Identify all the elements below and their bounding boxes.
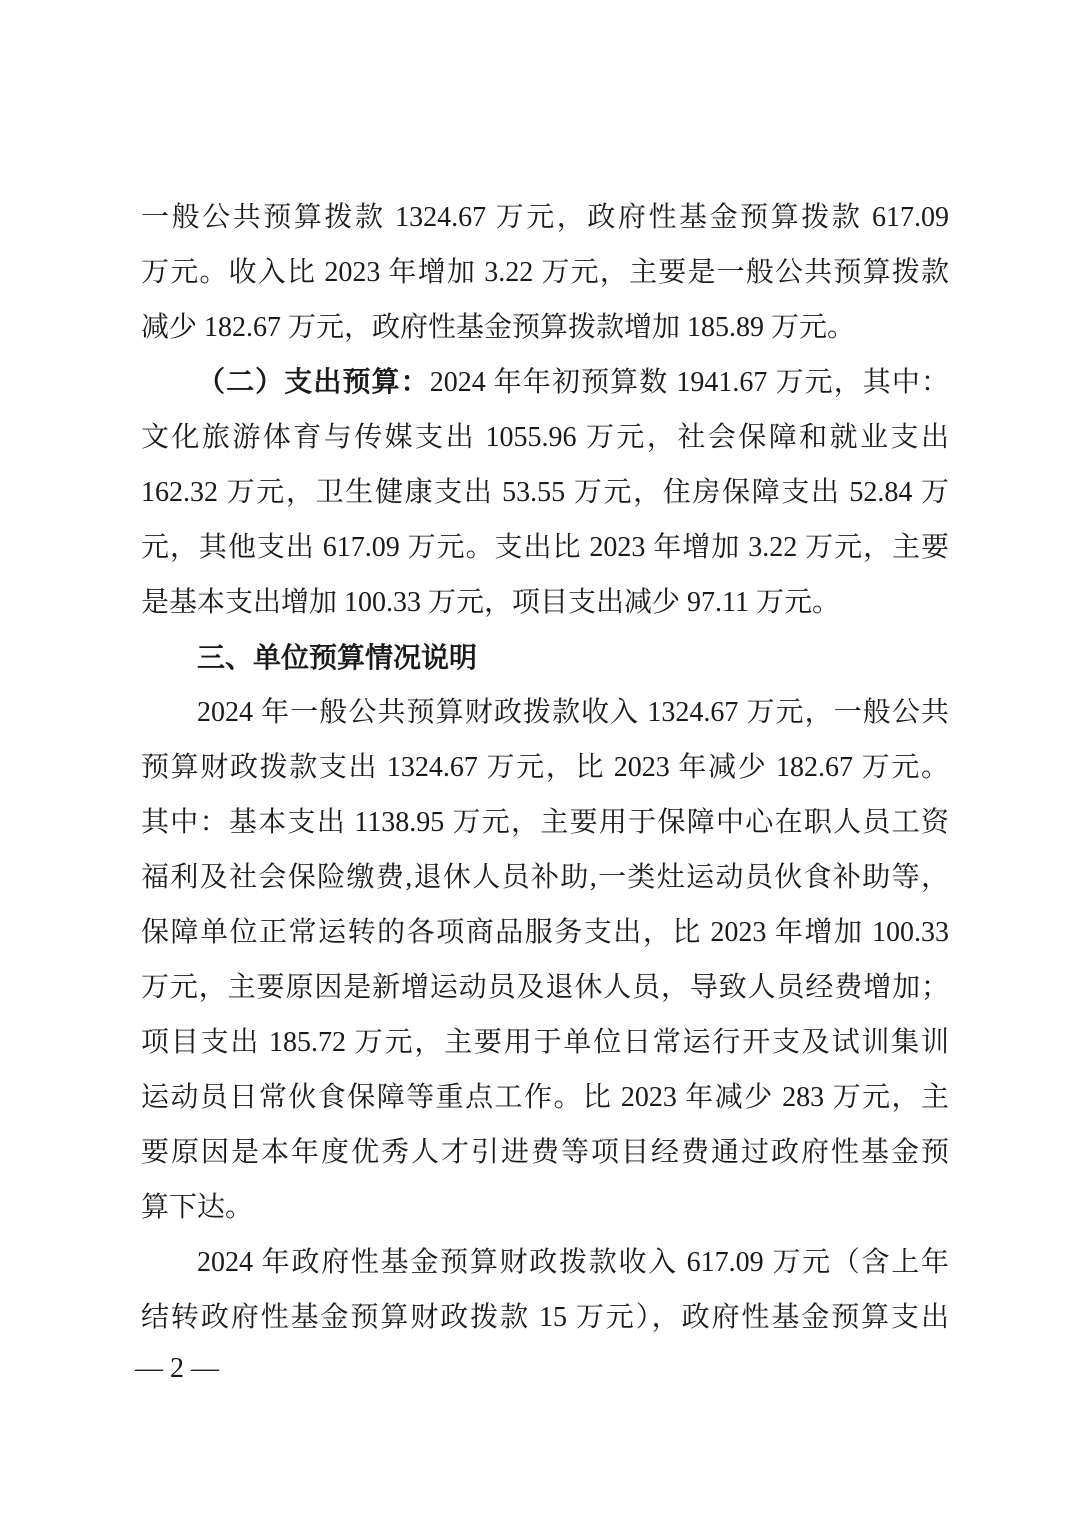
text-line: 减少 182.67 万元，政府性基金预算拨款增加 185.89 万元。	[141, 312, 856, 343]
text-line: 2024 年政府性基金预算财政拨款收入 617.09 万元（含上年	[197, 1247, 949, 1278]
text-line: 保障单位正常运转的各项商品服务支出，比 2023 年增加 100.33	[141, 917, 949, 948]
document-body	[141, 190, 949, 1345]
text-line: 是基本支出增加 100.33 万元，项目支出减少 97.11 万元。	[141, 587, 840, 618]
text-line: 结转政府性基金预算财政拨款 15 万元），政府性基金预算支出	[141, 1302, 949, 1333]
text-line: 文化旅游体育与传媒支出 1055.96 万元，社会保障和就业支出	[141, 422, 949, 453]
text-line: 162.32 万元，卫生健康支出 53.55 万元，住房保障支出 52.84 万	[141, 477, 949, 508]
paragraph-lead: （二）支出预算：	[197, 367, 430, 398]
paragraph	[141, 190, 949, 355]
text-line: 一般公共预算拨款 1324.67 万元，政府性基金预算拨款 617.09	[141, 202, 949, 233]
text-line: 福利及社会保险缴费,退休人员补助,一类灶运动员伙食补助等，	[141, 862, 949, 893]
paragraph	[141, 685, 949, 1235]
text-line: 万元。收入比 2023 年增加 3.22 万元，主要是一般公共预算拨款	[141, 257, 949, 288]
paragraph	[141, 355, 949, 630]
text-line: 算下达。	[141, 1192, 254, 1223]
text-line: 其中：基本支出 1138.95 万元，主要用于保障中心在职人员工资	[141, 807, 949, 838]
text-line: 预算财政拨款支出 1324.67 万元，比 2023 年减少 182.67 万元。	[141, 752, 949, 783]
text-line: 元，其他支出 617.09 万元。支出比 2023 年增加 3.22 万元，主要	[141, 532, 949, 563]
text-line: （二）支出预算：2024 年年初预算数 1941.67 万元，其中：	[197, 367, 949, 398]
page-footer	[135, 1353, 219, 1385]
text-line: 万元，主要原因是新增运动员及退休人员，导致人员经费增加；	[141, 972, 949, 1003]
text-line: 2024 年一般公共预算财政拨款收入 1324.67 万元，一般公共	[197, 697, 949, 728]
text-line: 项目支出 185.72 万元，主要用于单位日常运行开支及试训集训	[141, 1027, 949, 1058]
section-heading	[141, 630, 949, 685]
text-line: 要原因是本年度优秀人才引进费等项目经费通过政府性基金预	[141, 1137, 949, 1168]
text-line: 运动员日常伙食保障等重点工作。比 2023 年减少 283 万元，主	[141, 1082, 949, 1113]
paragraph	[141, 1235, 949, 1345]
text-line: 三、单位预算情况说明	[197, 642, 478, 673]
page-number: — 2 —	[135, 1353, 219, 1384]
